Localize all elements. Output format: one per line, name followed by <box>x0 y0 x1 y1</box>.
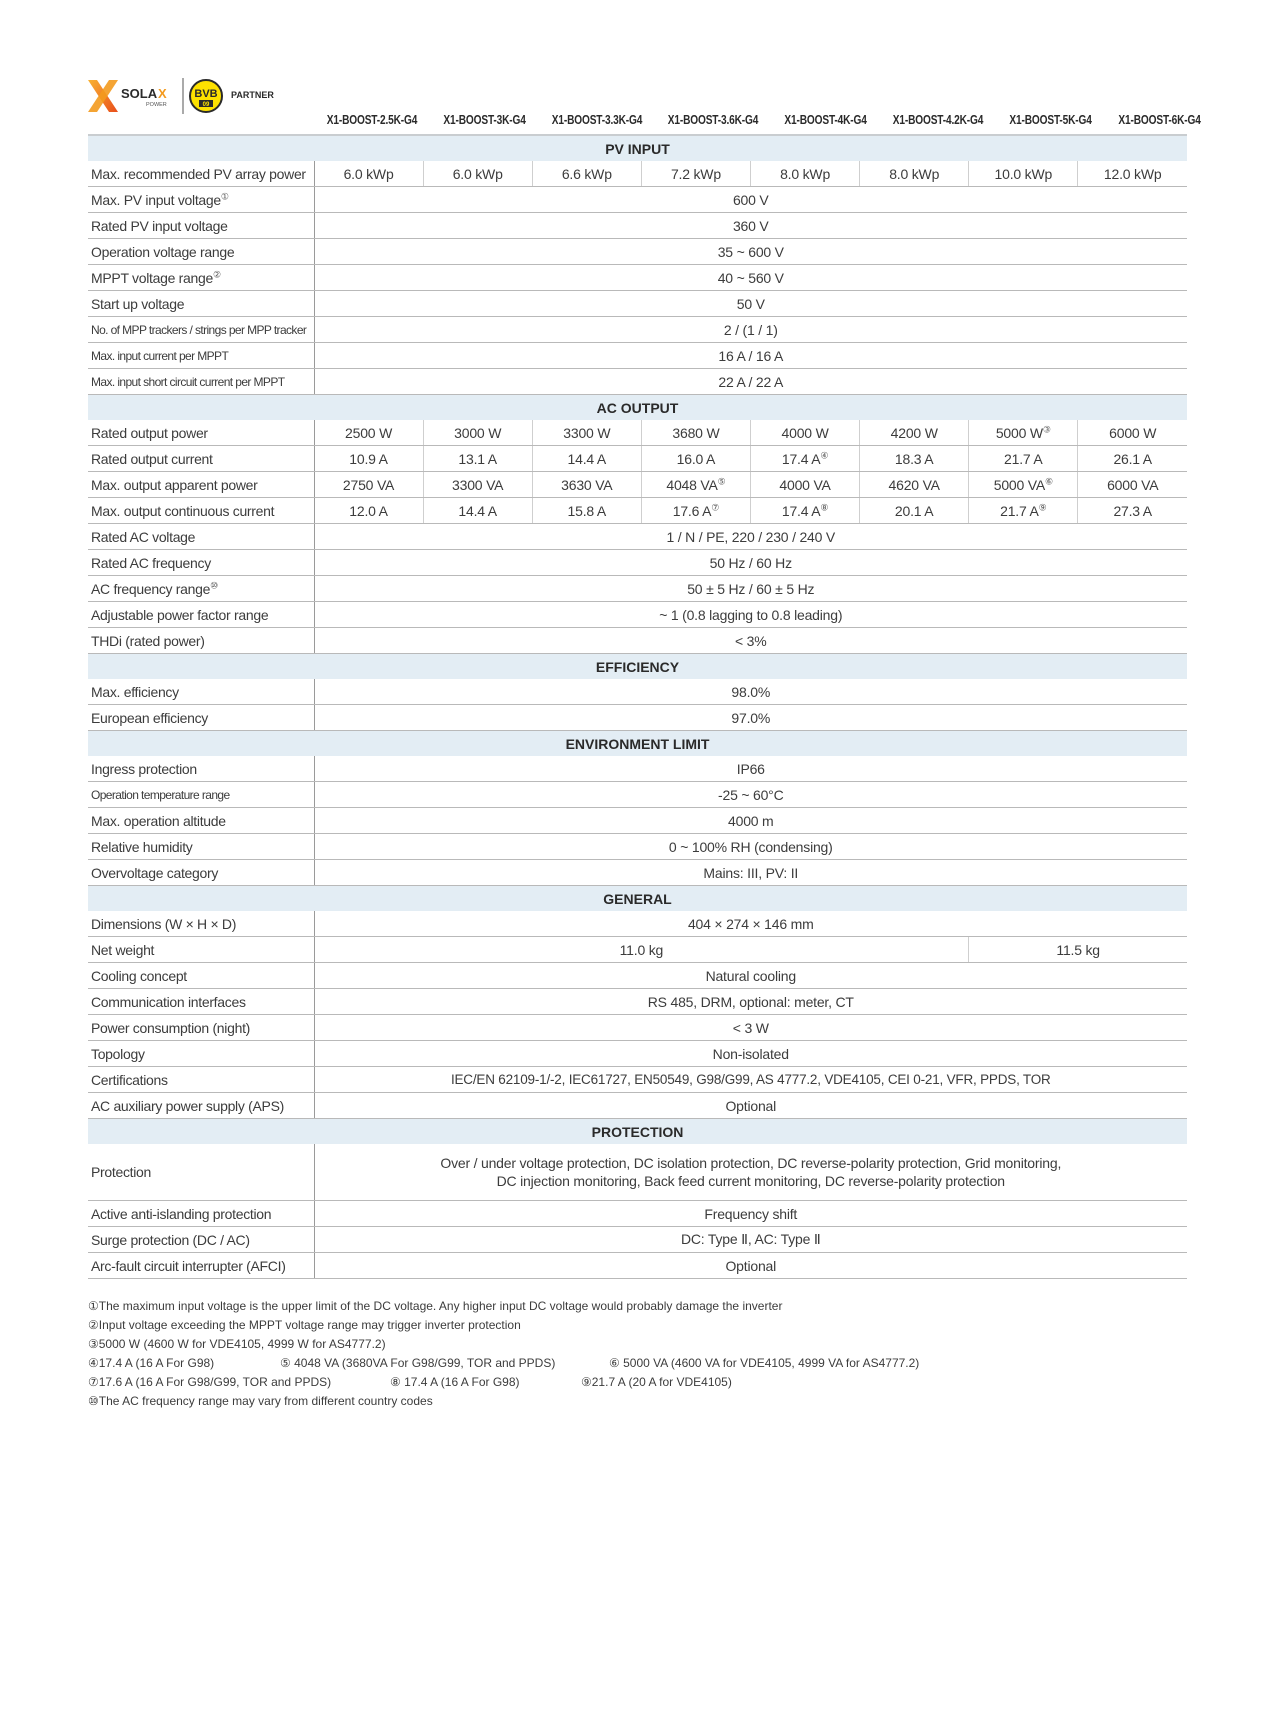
protection-line-1: Over / under voltage protection, DC isolation protection, DC reverse-polarity protection, Grid monitoring, <box>440 1155 1062 1171</box>
cell-value: 13.1 A <box>423 446 532 472</box>
cell-value: 8.0 kWp <box>751 161 860 187</box>
cell-value: 6.0 kWp <box>423 161 532 187</box>
cell-value: 600 V <box>314 187 1187 213</box>
cell-value: 26.1 A <box>1078 446 1187 472</box>
row-max-pv-voltage <box>88 187 1187 213</box>
footnote-line <box>88 1373 1188 1392</box>
cell-value: 4048 VA⑤ <box>641 472 750 498</box>
label-text: MPPT voltage range <box>91 269 213 286</box>
row-label: Overvoltage category <box>88 860 314 886</box>
footnote-5: ⑤ 4048 VA (3680VA For G98/G99, TOR and PPDS) <box>280 1356 556 1370</box>
cell-value: 97.0% <box>314 705 1187 731</box>
row-topology <box>88 1041 1187 1067</box>
section-header-protection: PROTECTION <box>88 1119 1187 1145</box>
cell-value: 8.0 kWp <box>860 161 969 187</box>
row-rated-current <box>88 446 1187 472</box>
row-max-efficiency <box>88 679 1187 705</box>
cell-value: -25 ~ 60°C <box>314 782 1187 808</box>
model-header: X1-BOOST-3.6K-G4 <box>667 112 759 127</box>
solax-wordmark: SOLA <box>121 86 158 101</box>
model-header: X1-BOOST-4.2K-G4 <box>893 112 984 127</box>
footnote-marker: ① <box>220 190 229 201</box>
cell-value: 2500 W <box>314 420 423 446</box>
row-label <box>88 187 314 213</box>
row-label: Rated PV input voltage <box>88 213 314 239</box>
row-op-voltage-range <box>88 239 1187 265</box>
footnote-9: ⑨21.7 A (20 A for VDE4105) <box>581 1375 732 1389</box>
partner-label: PARTNER <box>231 90 274 100</box>
row-label: Topology <box>88 1041 314 1067</box>
model-header: X1-BOOST-4K-G4 <box>784 112 867 127</box>
cell-value: 21.7 A <box>969 446 1078 472</box>
cell-value: ~ 1 (0.8 lagging to 0.8 leading) <box>314 602 1187 628</box>
section-header-ac-output: AC OUTPUT <box>88 395 1187 421</box>
footnote-line <box>88 1297 1188 1316</box>
cell-value: 3000 W <box>423 420 532 446</box>
svg-text:09: 09 <box>202 102 210 108</box>
model-header: X1-BOOST-5K-G4 <box>1009 112 1092 127</box>
label-text: AC frequency range <box>91 580 211 597</box>
row-label: Max. output continuous current <box>88 498 314 524</box>
row-comm <box>88 989 1187 1015</box>
row-label: Operation voltage range <box>88 239 314 265</box>
row-mppt-range <box>88 265 1187 291</box>
cell-value: 10.0 kWp <box>969 161 1078 187</box>
cell-value <box>314 1144 1187 1201</box>
row-label: AC auxiliary power supply (APS) <box>88 1093 314 1119</box>
row-apparent-power <box>88 472 1187 498</box>
cell-value: 17.6 A⑦ <box>641 498 750 524</box>
model-header: X1-BOOST-3.3K-G4 <box>551 112 643 127</box>
section-header-environment: ENVIRONMENT LIMIT <box>88 731 1187 757</box>
protection-line-2: DC injection monitoring, Back feed current monitoring, DC reverse-polarity protection <box>496 1173 1005 1189</box>
row-label: Relative humidity <box>88 834 314 860</box>
footnotes <box>88 1297 1188 1411</box>
row-label: Certifications <box>88 1067 314 1093</box>
row-label: Max. input current per MPPT <box>88 343 314 369</box>
footnote-8: ⑧ 17.4 A (16 A For G98) <box>390 1375 520 1389</box>
row-label: Adjustable power factor range <box>88 602 314 628</box>
footnote-line <box>88 1392 1188 1411</box>
cell-value: 16 A / 16 A <box>314 343 1187 369</box>
cell-value: 17.4 A⑧ <box>751 498 860 524</box>
row-label: Cooling concept <box>88 963 314 989</box>
bvb-crest-icon <box>190 80 222 112</box>
cell-value: IP66 <box>314 756 1187 782</box>
footnote-marker: ⑩ <box>210 579 218 590</box>
row-label: Active anti-islanding protection <box>88 1201 314 1227</box>
row-rated-ac-voltage <box>88 524 1187 550</box>
row-label: Protection <box>88 1144 314 1201</box>
footnote-3: ③5000 W (4600 W for VDE4105, 4999 W for AS4777.2) <box>88 1337 386 1351</box>
brand-logo <box>88 76 328 116</box>
row-label: Max. operation altitude <box>88 808 314 834</box>
row-altitude <box>88 808 1187 834</box>
cell-value: < 3 W <box>314 1015 1187 1041</box>
cell-value: 50 ± 5 Hz / 60 ± 5 Hz <box>314 576 1187 602</box>
cell-value: 404 × 274 × 146 mm <box>314 911 1187 937</box>
row-rated-pv-voltage <box>88 213 1187 239</box>
row-cooling <box>88 963 1187 989</box>
row-label: Power consumption (night) <box>88 1015 314 1041</box>
footnote-line <box>88 1354 1188 1373</box>
row-dimensions <box>88 911 1187 937</box>
cell-value: 6.0 kWp <box>314 161 423 187</box>
cell-value: 4200 W <box>860 420 969 446</box>
footnote-6: ⑥ 5000 VA (4600 VA for VDE4105, 4999 VA for AS4777.2) <box>609 1356 920 1370</box>
cell-value: 2750 VA <box>314 472 423 498</box>
cell-value: Optional <box>314 1253 1187 1279</box>
cell-value: Optional <box>314 1093 1187 1119</box>
cell-value: Frequency shift <box>314 1201 1187 1227</box>
svg-text:BVB: BVB <box>194 88 218 100</box>
footnote-10: ⑩The AC frequency range may vary from different country codes <box>88 1394 433 1408</box>
row-max-input-current <box>88 343 1187 369</box>
cell-value: 12.0 kWp <box>1078 161 1187 187</box>
cell-value: < 3% <box>314 628 1187 654</box>
cell-value: 11.0 kg <box>314 937 969 963</box>
row-label: Surge protection (DC / AC) <box>88 1227 314 1253</box>
row-label: Rated output current <box>88 446 314 472</box>
row-label: European efficiency <box>88 705 314 731</box>
cell-value: 20.1 A <box>860 498 969 524</box>
cell-value: 14.4 A <box>532 446 641 472</box>
cell-value: Natural cooling <box>314 963 1187 989</box>
cell-value: 6.6 kWp <box>532 161 641 187</box>
cell-value: 3630 VA <box>532 472 641 498</box>
row-humidity <box>88 834 1187 860</box>
cell-value: Mains: III, PV: II <box>314 860 1187 886</box>
cell-value: IEC/EN 62109-1/-2, IEC61727, EN50549, G98/G99, AS 4777.2, VDE4105, CEI 0-21, VFR, PPDS, TOR <box>314 1067 1187 1093</box>
row-power-factor <box>88 602 1187 628</box>
row-temp <box>88 782 1187 808</box>
row-night-power <box>88 1015 1187 1041</box>
footnote-7: ⑦17.6 A (16 A For G98/G99, TOR and PPDS) <box>88 1375 332 1389</box>
cell-value: RS 485, DRM, optional: meter, CT <box>314 989 1187 1015</box>
row-label: Dimensions (W × H × D) <box>88 911 314 937</box>
footnote-line <box>88 1316 1188 1335</box>
section-header-efficiency: EFFICIENCY <box>88 654 1187 680</box>
cell-value: 360 V <box>314 213 1187 239</box>
cell-value: Non-isolated <box>314 1041 1187 1067</box>
row-label: Operation temperature range <box>88 782 314 808</box>
cell-value: 21.7 A⑨ <box>969 498 1078 524</box>
cell-value: 15.8 A <box>532 498 641 524</box>
row-max-pv-power <box>88 161 1187 187</box>
row-label: Rated output power <box>88 420 314 446</box>
cell-value: 4000 m <box>314 808 1187 834</box>
cell-value: 40 ~ 560 V <box>314 265 1187 291</box>
cell-value: 98.0% <box>314 679 1187 705</box>
cell-value: 50 V <box>314 291 1187 317</box>
cell-value: 18.3 A <box>860 446 969 472</box>
cell-value: 50 Hz / 60 Hz <box>314 550 1187 576</box>
cell-value: 5000 VA⑥ <box>969 472 1078 498</box>
row-rated-power <box>88 420 1187 446</box>
row-net-weight <box>88 937 1187 963</box>
cell-value: 0 ~ 100% RH (condensing) <box>314 834 1187 860</box>
cell-value: 35 ~ 600 V <box>314 239 1187 265</box>
cell-value: 10.9 A <box>314 446 423 472</box>
cell-value: 16.0 A <box>641 446 750 472</box>
label-text: Max. PV input voltage <box>91 191 221 208</box>
row-ac-freq-range <box>88 576 1187 602</box>
row-label: Max. output apparent power <box>88 472 314 498</box>
row-label: THDi (rated power) <box>88 628 314 654</box>
row-ingress <box>88 756 1187 782</box>
row-thdi <box>88 628 1187 654</box>
row-rated-ac-freq <box>88 550 1187 576</box>
solax-bvb-logo <box>88 76 328 116</box>
row-label: Net weight <box>88 937 314 963</box>
cell-value: 5000 W③ <box>969 420 1078 446</box>
cell-value: 6000 W <box>1078 420 1187 446</box>
model-header: X1-BOOST-3K-G4 <box>443 112 526 127</box>
cell-value: 3680 W <box>641 420 750 446</box>
row-overvoltage <box>88 860 1187 886</box>
row-label <box>88 265 314 291</box>
cell-value: 4000 W <box>751 420 860 446</box>
cell-value: 11.5 kg <box>969 937 1187 963</box>
solax-x-icon <box>88 80 118 112</box>
row-afci <box>88 1253 1187 1279</box>
cell-value: 7.2 kWp <box>641 161 750 187</box>
row-label: Rated AC frequency <box>88 550 314 576</box>
cell-value: 12.0 A <box>314 498 423 524</box>
row-label: Max. input short circuit current per MPPT <box>88 369 314 395</box>
row-protection <box>88 1144 1187 1201</box>
cell-value: DC: Type Ⅱ, AC: Type Ⅱ <box>314 1227 1187 1253</box>
cell-value: 3300 VA <box>423 472 532 498</box>
cell-value: 4000 VA <box>751 472 860 498</box>
cell-value: 3300 W <box>532 420 641 446</box>
footnote-line <box>88 1335 1188 1354</box>
row-aps <box>88 1093 1187 1119</box>
row-label: Max. efficiency <box>88 679 314 705</box>
row-label: Max. recommended PV array power <box>88 161 314 187</box>
row-euro-efficiency <box>88 705 1187 731</box>
footnote-4: ④17.4 A (16 A For G98) <box>88 1356 215 1370</box>
row-startup-voltage <box>88 291 1187 317</box>
footnote-2: ②Input voltage exceeding the MPPT voltage range may trigger inverter protection <box>88 1318 521 1332</box>
svg-text:POWER: POWER <box>146 102 167 108</box>
section-header-pv-input: PV INPUT <box>88 135 1187 161</box>
row-label: Ingress protection <box>88 756 314 782</box>
row-label: Communication interfaces <box>88 989 314 1015</box>
cell-value: 22 A / 22 A <box>314 369 1187 395</box>
row-surge <box>88 1227 1187 1253</box>
model-header-row <box>314 108 1202 132</box>
svg-text:X: X <box>158 86 167 101</box>
row-label: Rated AC voltage <box>88 524 314 550</box>
cell-value: 14.4 A <box>423 498 532 524</box>
cell-value: 1 / N / PE, 220 / 230 / 240 V <box>314 524 1187 550</box>
row-continuous-current <box>88 498 1187 524</box>
row-max-short-circuit <box>88 369 1187 395</box>
row-label: Arc-fault circuit interrupter (AFCI) <box>88 1253 314 1279</box>
row-label: Start up voltage <box>88 291 314 317</box>
spec-table <box>88 134 1187 1279</box>
footnote-1: ①The maximum input voltage is the upper limit of the DC voltage. Any higher input DC voltage would probably damage the inverter <box>88 1299 783 1313</box>
footnote-marker: ② <box>212 268 221 279</box>
cell-value: 6000 VA <box>1078 472 1187 498</box>
cell-value: 4620 VA <box>860 472 969 498</box>
section-header-general: GENERAL <box>88 886 1187 912</box>
row-label <box>88 576 314 602</box>
row-mpp-trackers <box>88 317 1187 343</box>
model-header: X1-BOOST-6K-G4 <box>1118 112 1202 127</box>
cell-value: 27.3 A <box>1078 498 1187 524</box>
row-label: No. of MPP trackers / strings per MPP tracker <box>88 317 314 343</box>
cell-value: 17.4 A④ <box>751 446 860 472</box>
model-header: X1-BOOST-2.5K-G4 <box>326 112 418 127</box>
row-anti-islanding <box>88 1201 1187 1227</box>
row-certs <box>88 1067 1187 1093</box>
cell-value: 2 / (1 / 1) <box>314 317 1187 343</box>
